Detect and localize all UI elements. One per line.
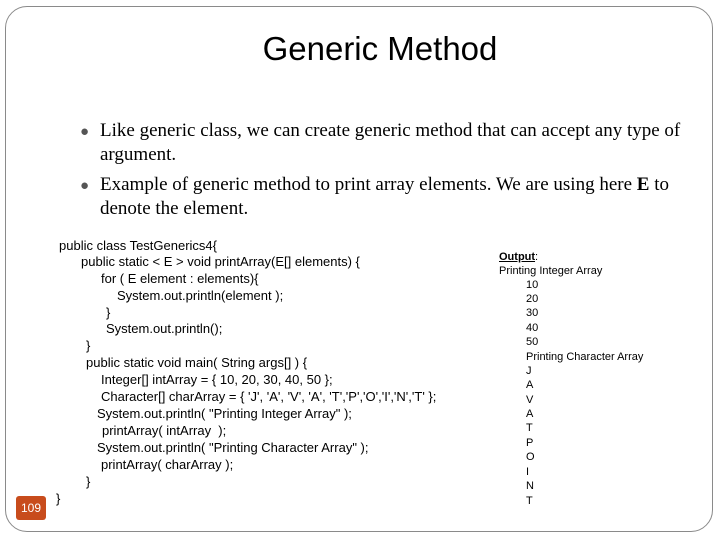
output-line: T xyxy=(526,422,533,434)
output-line: 50 xyxy=(526,336,539,348)
output-line: I xyxy=(526,466,530,478)
output-line: A xyxy=(526,379,534,391)
code-line: printArray( intArray ); xyxy=(102,423,227,438)
output-line: 20 xyxy=(526,293,539,305)
bullet-2-text xyxy=(80,173,690,221)
code-line: } xyxy=(106,305,111,320)
output-line: 10 xyxy=(526,279,539,291)
output-line: 30 xyxy=(526,307,539,319)
output-line: P xyxy=(526,437,534,449)
output-line: T xyxy=(526,495,533,507)
code-line: System.out.println(element ); xyxy=(117,288,284,303)
bullet-1 xyxy=(80,119,690,167)
code-line: Integer[] intArray = { 10, 20, 30, 40, 50 }; xyxy=(101,372,333,387)
output-heading xyxy=(499,250,538,264)
code-line: printArray( charArray ); xyxy=(101,457,234,472)
code-line: public static < E > void printArray(E[] elements) { xyxy=(81,254,360,269)
bullet-icon: ● xyxy=(80,124,90,140)
code-line: System.out.println( "Printing Integer Array" ); xyxy=(97,406,352,421)
output-line: J xyxy=(526,365,532,377)
code-line: Character[] charArray = { 'J', 'A', 'V', 'A', 'T','P','O','I','N','T' }; xyxy=(101,389,437,404)
output-colon: : xyxy=(535,251,539,263)
code-line: System.out.println(); xyxy=(106,321,223,336)
slide-title: Generic Method xyxy=(262,30,498,67)
bullet-2-bold: E xyxy=(636,174,650,195)
page-number-badge: 109 xyxy=(16,496,46,520)
code-line: public static void main( String args[] ) { xyxy=(86,355,308,370)
bullet-1-text: Like generic class, we can create generic method that can accept any type of argument. xyxy=(100,120,681,165)
output-line: 40 xyxy=(526,322,539,334)
bullet-2-text-after: to denote the element. xyxy=(100,174,669,219)
code-line: System.out.println( "Printing Character Array" ); xyxy=(97,440,369,455)
code-line: } xyxy=(86,474,91,489)
bullet-2 xyxy=(80,173,690,221)
output-line: V xyxy=(526,394,534,406)
bullet-2-text-before: Example of generic method to print array elements. We are using here xyxy=(100,174,637,195)
code-line: for ( E element : elements){ xyxy=(101,271,259,286)
output-line: Printing Character Array xyxy=(526,351,644,363)
bullet-icon: ● xyxy=(80,178,90,194)
code-line: } xyxy=(56,491,61,506)
output-title: Output xyxy=(499,251,536,263)
output-line: Printing Integer Array xyxy=(499,265,603,277)
code-line: public class TestGenerics4{ xyxy=(59,238,218,253)
code-line: } xyxy=(86,338,91,353)
output-line: A xyxy=(526,408,534,420)
output-line: N xyxy=(526,480,534,492)
output-line: O xyxy=(526,451,535,463)
